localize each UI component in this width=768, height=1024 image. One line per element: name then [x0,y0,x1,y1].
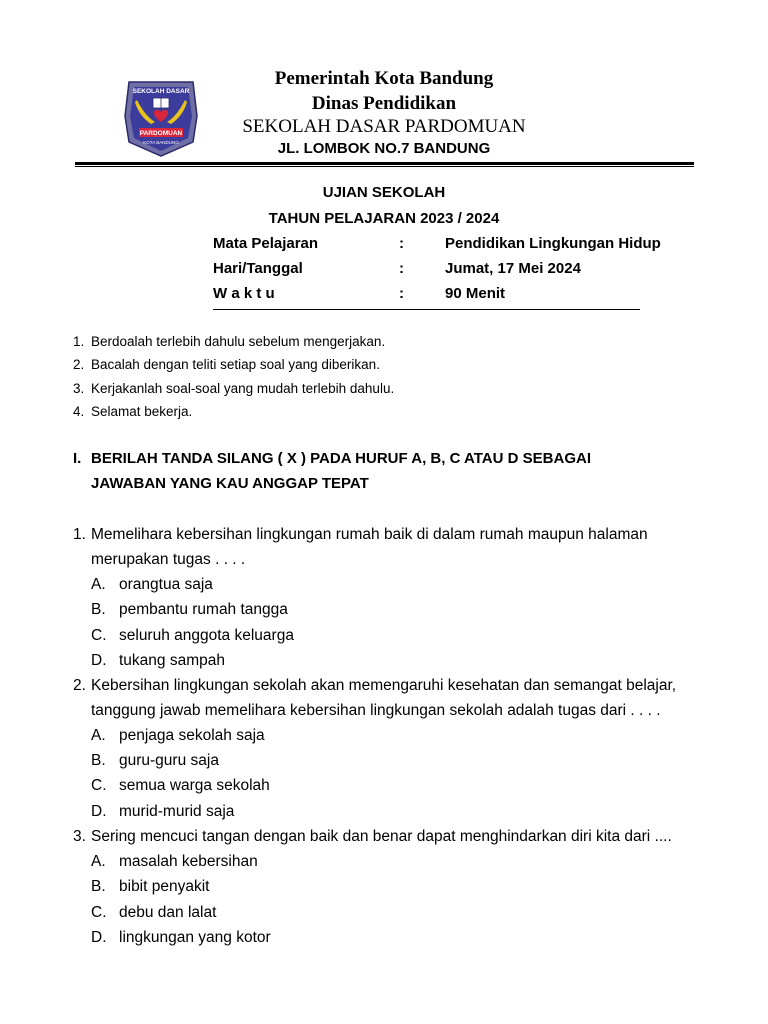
option-letter[interactable]: A. [91,576,106,593]
instruction-number: 4. [73,404,85,419]
question-number: 1. [73,526,86,543]
question-text: Kebersihan lingkungan sekolah akan memengaruhi kesehatan dan semangat belajar, [91,677,677,694]
question-text-cont: merupakan tugas . . . . [91,551,246,568]
exam-title: UJIAN SEKOLAH [322,184,446,201]
option-text[interactable]: guru-guru saja [119,752,219,769]
info-row-duration [0,285,768,307]
info-row-date [0,260,768,282]
option-text[interactable]: pembantu rumah tangga [119,601,288,618]
option-letter[interactable]: D. [91,803,107,820]
school-name: SEKOLAH DASAR PARDOMUAN [242,116,526,137]
question-number: 2. [73,677,86,694]
option-letter[interactable]: B. [91,752,106,769]
exam-year: TAHUN PELAJARAN 2023 / 2024 [268,210,500,227]
info-value: Pendidikan Lingkungan Hidup [445,235,661,252]
option-text[interactable]: orangtua saja [119,576,213,593]
info-label: W a k t u [213,285,275,302]
logo-banner-text: PARDOMUAN [139,130,183,137]
question-number: 3. [73,828,86,845]
section-number: I. [73,450,82,467]
info-value: 90 Menit [445,285,506,302]
option-text[interactable]: bibit penyakit [119,878,210,895]
instruction-number: 1. [73,334,85,349]
option-text[interactable]: seluruh anggota keluarga [119,627,294,644]
info-separator: : [399,285,404,302]
question-text: Sering mencuci tangan dengan baik dan benar dapat menghindarkan diri kita dari .... [91,828,672,845]
option-letter[interactable]: B. [91,601,106,618]
info-separator: : [399,260,404,277]
question-text: Memelihara kebersihan lingkungan rumah baik di dalam rumah maupun halaman [91,526,648,543]
section-heading-cont: JAWABAN YANG KAU ANGGAP TEPAT [91,475,369,492]
option-text[interactable]: lingkungan yang kotor [119,929,271,946]
info-label: Mata Pelajaran [213,235,319,252]
option-letter[interactable]: C. [91,777,107,794]
letterhead-divider [75,162,694,165]
section-heading: BERILAH TANDA SILANG ( X ) PADA HURUF A, B, C ATAU D SEBAGAI [91,450,591,467]
school-address: JL. LOMBOK NO.7 BANDUNG [277,140,491,157]
info-label: Hari/Tanggal [213,260,303,277]
option-letter[interactable]: D. [91,929,107,946]
instruction-text: Berdoalah terlebih dahulu sebelum mengerjakan. [91,334,386,349]
option-letter[interactable]: A. [91,727,106,744]
department-name: Dinas Pendidikan [311,93,457,114]
instruction-number: 3. [73,381,85,396]
info-row-subject [0,235,768,257]
option-text[interactable]: debu dan lalat [119,904,217,921]
option-text[interactable]: penjaga sekolah saja [119,727,265,744]
instruction-text: Selamat bekerja. [91,404,193,419]
info-underline [213,309,640,310]
option-letter[interactable]: A. [91,853,106,870]
option-text[interactable]: murid-murid saja [119,803,235,820]
government-name: Pemerintah Kota Bandung [274,68,494,89]
letterhead-divider-thin [75,166,694,167]
logo-bottom-text: KOTA BANDUNG [143,140,179,145]
option-letter[interactable]: C. [91,904,107,921]
logo-top-text: SEKOLAH DASAR [132,88,190,95]
option-letter[interactable]: D. [91,652,107,669]
instruction-text: Kerjakanlah soal-soal yang mudah terlebih dahulu. [91,381,395,396]
option-letter[interactable]: B. [91,878,106,895]
option-letter[interactable]: C. [91,627,107,644]
option-text[interactable]: tukang sampah [119,652,225,669]
info-value: Jumat, 17 Mei 2024 [445,260,581,277]
option-text[interactable]: masalah kebersihan [119,853,258,870]
option-text[interactable]: semua warga sekolah [119,777,270,794]
instruction-number: 2. [73,357,85,372]
instruction-text: Bacalah dengan teliti setiap soal yang diberikan. [91,357,380,372]
question-text-cont: tanggung jawab memelihara kebersihan lingkungan sekolah adalah tugas dari . . . . [91,702,661,719]
info-separator: : [399,235,404,252]
